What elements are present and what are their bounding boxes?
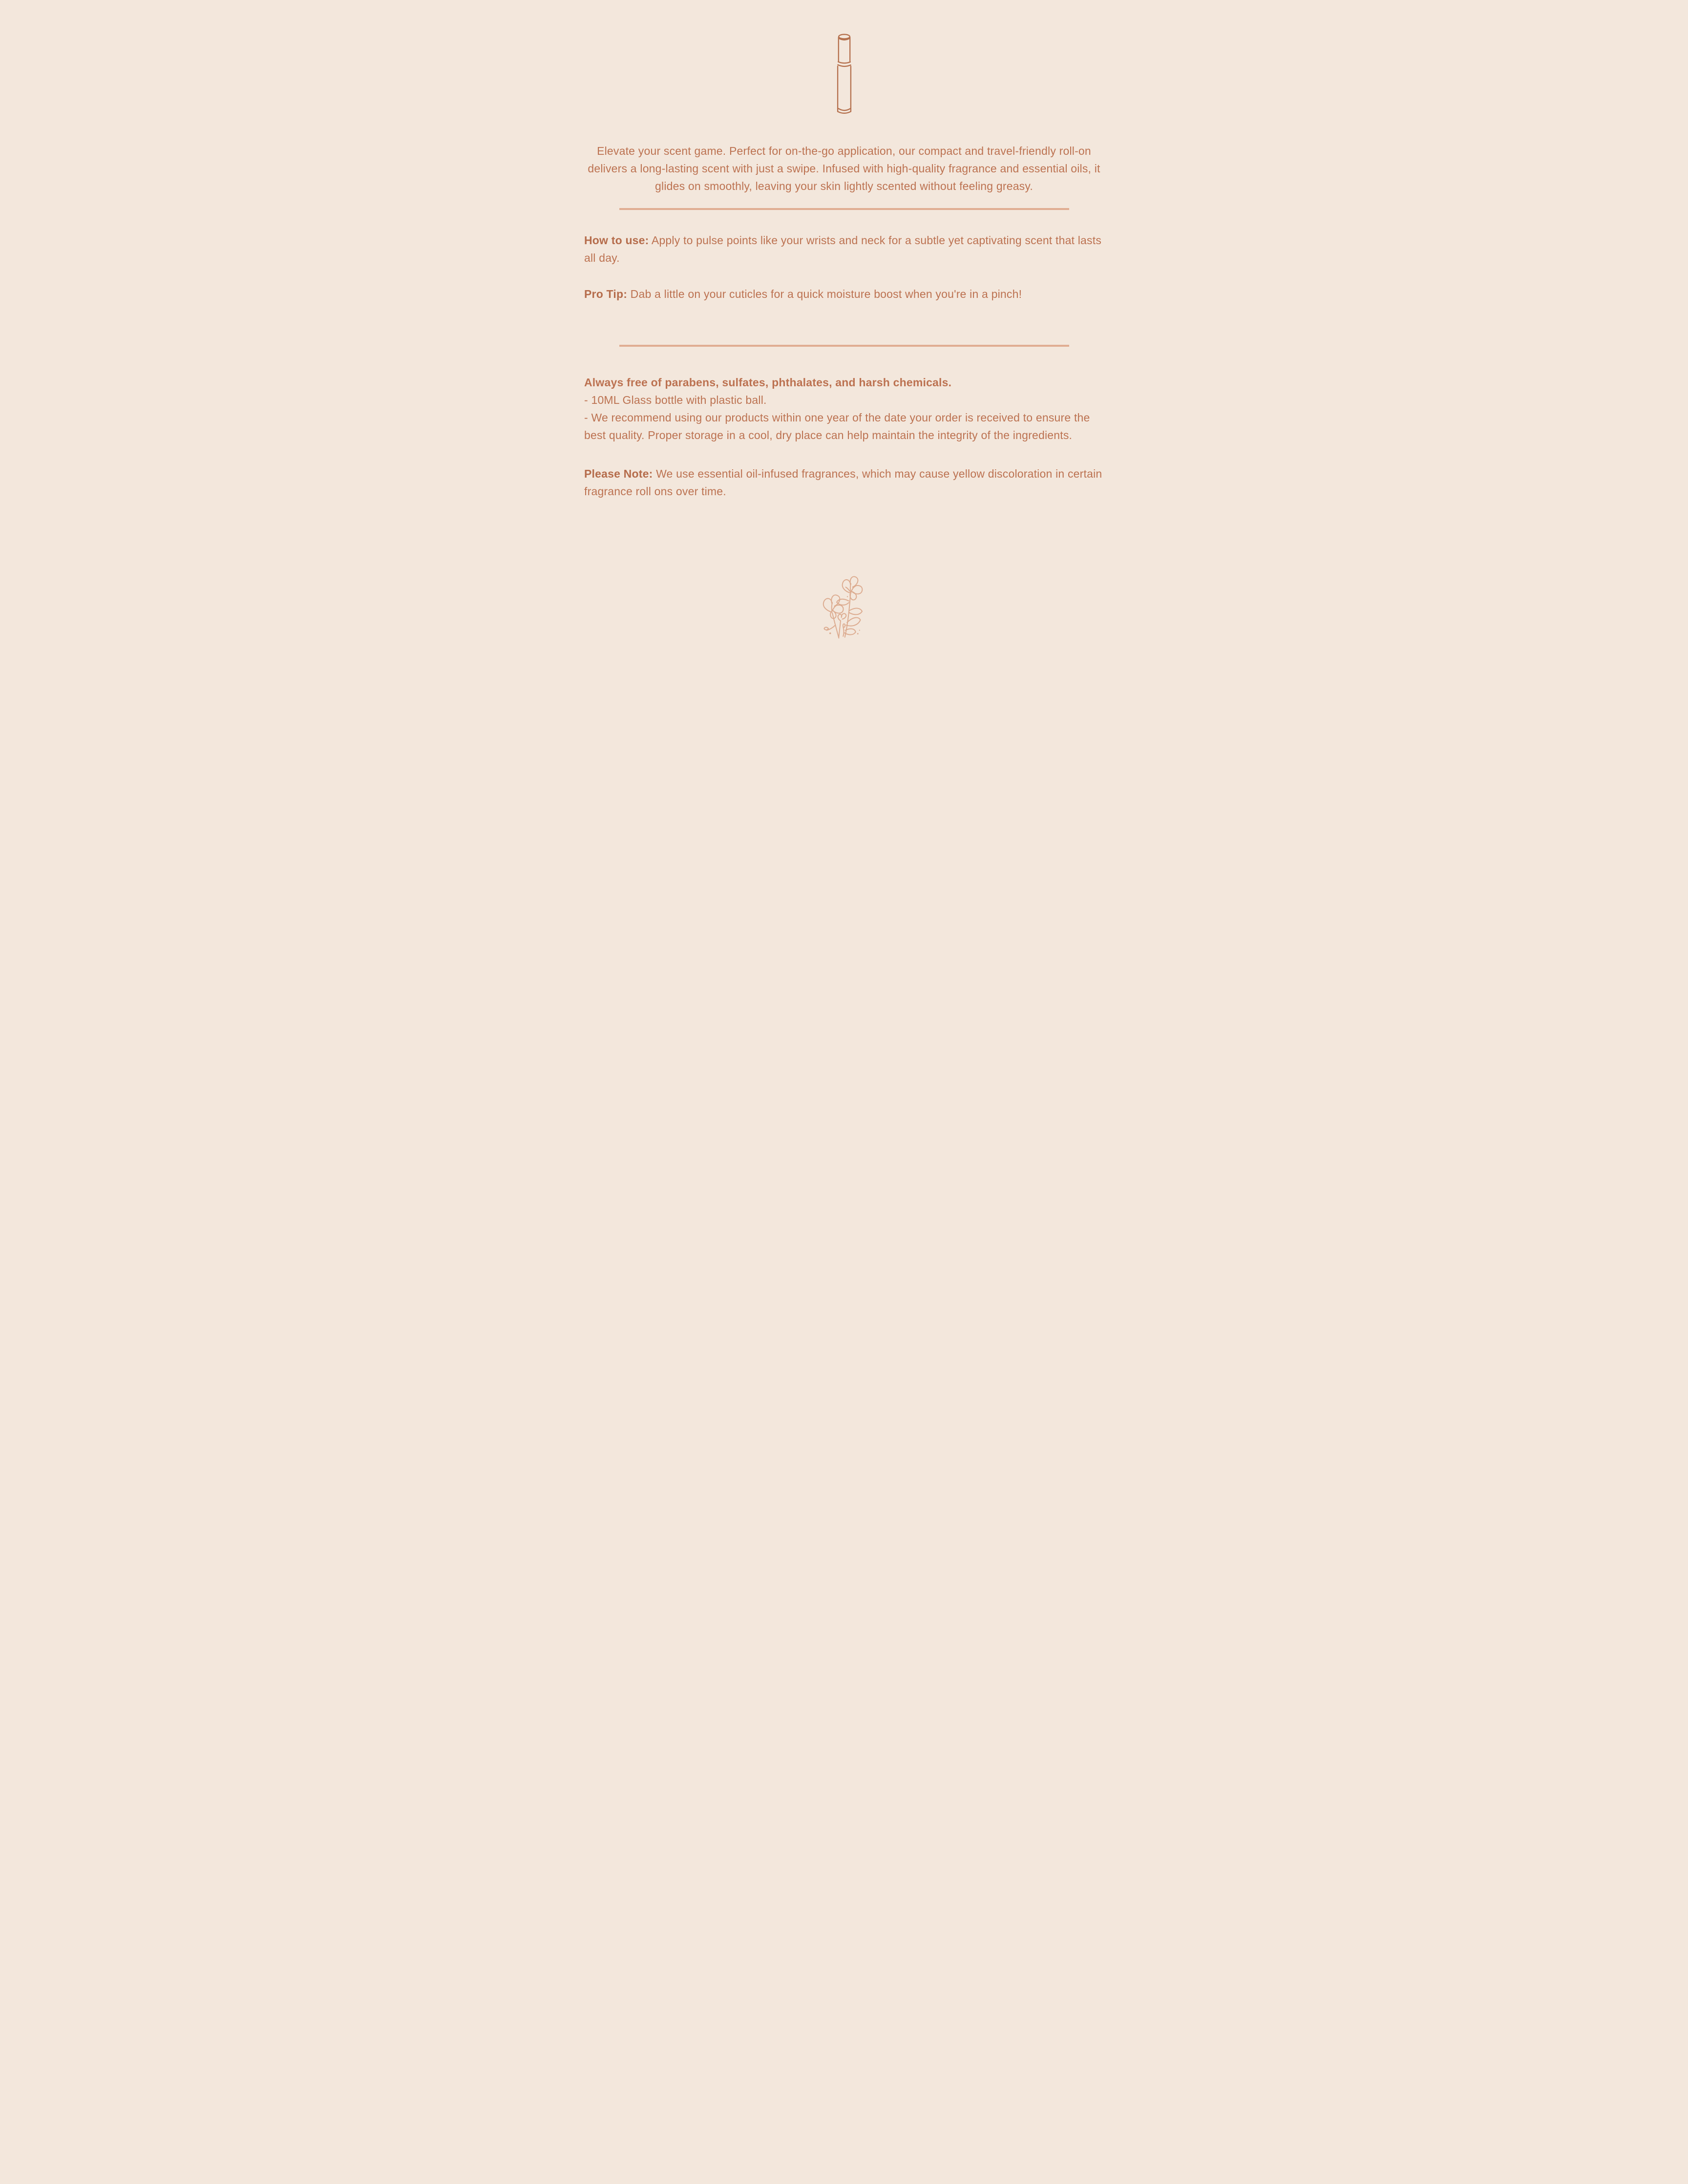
free-of-headline: Always free of parabens, sulfates, phthalates, and harsh chemicals.	[584, 376, 952, 389]
bullet-shelf-life: - We recommend using our products within one year of the date your order is received to ensure the best quality. Proper storage in a cool, dry place can help maintain the integrity of the ingredients.	[584, 411, 1090, 441]
please-note-label: Please Note:	[584, 467, 653, 480]
roll-on-bottle-icon	[834, 32, 855, 116]
pro-tip-label: Pro Tip:	[584, 288, 628, 300]
product-description-page	[563, 0, 1125, 728]
intro-paragraph: Elevate your scent game. Perfect for on-the-go application, our compact and travel-friendly roll-on delivers a long-lasting scent with just a swipe. Infused with high-quality fragrance and essential oils, it glides on smoothly, leaving your skin lightly scented without feeling greasy.	[588, 145, 1100, 192]
pro-tip-paragraph	[584, 285, 1104, 303]
top-divider	[619, 208, 1069, 210]
bullet-bottle-size: - 10ML Glass bottle with plastic ball.	[584, 394, 767, 406]
please-note-text: We use essential oil-infused fragrances, which may cause yellow discoloration in certain fragrance roll ons over time.	[584, 467, 1102, 498]
how-to-use-text: Apply to pulse points like your wrists and neck for a subtle yet captivating scent that lasts all day.	[584, 234, 1102, 264]
details-section	[563, 374, 1125, 500]
please-note-paragraph	[584, 465, 1104, 500]
bottom-divider	[619, 345, 1069, 347]
usage-section	[563, 231, 1125, 303]
wildflower-icon	[818, 572, 870, 641]
how-to-use-label: How to use:	[584, 234, 649, 247]
how-to-use-paragraph	[584, 231, 1104, 267]
pro-tip-text: Dab a little on your cuticles for a quick moisture boost when you're in a pinch!	[630, 288, 1022, 300]
